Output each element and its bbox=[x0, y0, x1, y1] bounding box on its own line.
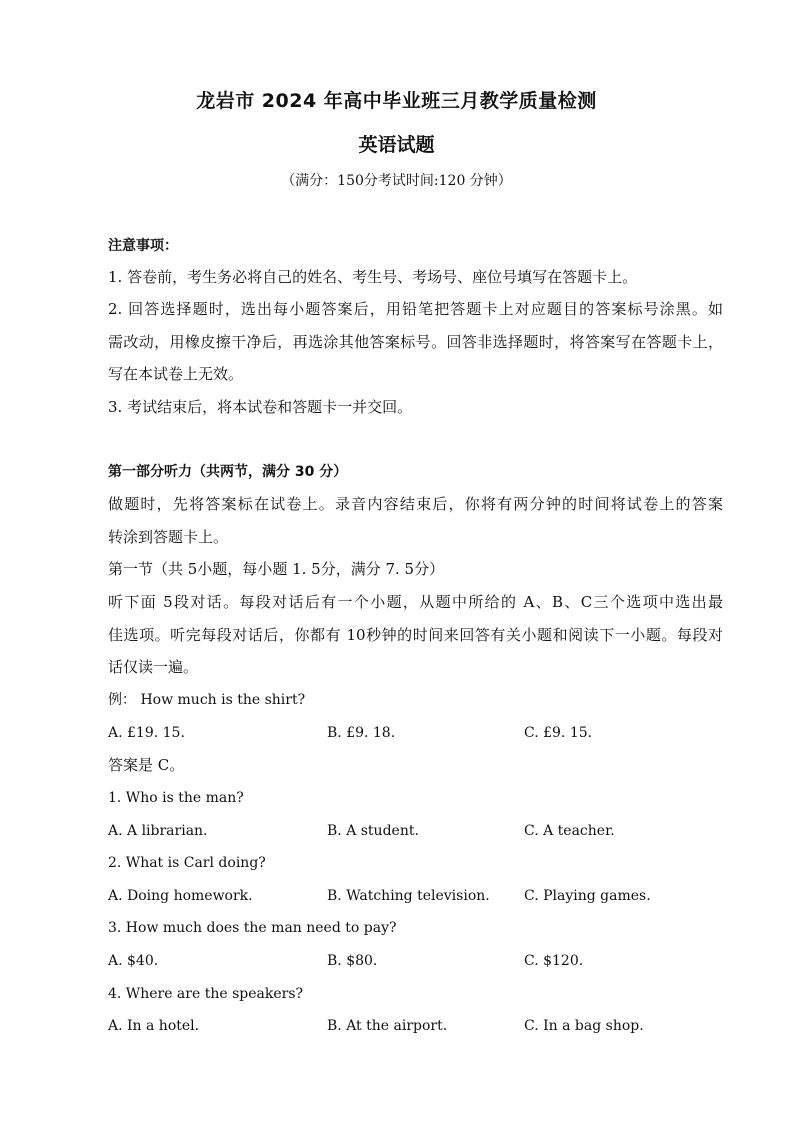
notes-item-3: 3. 考试结束后，将本试卷和答题卡一并交回。 bbox=[108, 398, 413, 416]
option-c: C. In a bag shop. bbox=[524, 1018, 644, 1034]
part1-intro-line-1: 做题时，先将答案标在试卷上。录音内容结束后，你将有两分钟的时间将试卷上的答案 bbox=[108, 495, 723, 513]
option-a: A. In a hotel. bbox=[108, 1018, 200, 1034]
example-option-c: C. £9. 15. bbox=[524, 725, 593, 741]
option-b: B. $80. bbox=[327, 953, 378, 969]
option-a: A. A librarian. bbox=[108, 823, 208, 839]
example-options bbox=[108, 723, 723, 743]
question-stem: 2. What is Carl doing? bbox=[108, 855, 266, 871]
notes-item-1: 1. 答卷前，考生务必将自己的姓名、考生号、考场号、座位号填写在答题卡上。 bbox=[108, 268, 638, 286]
question-options bbox=[108, 951, 723, 971]
notes-item-2-line-3: 写在本试卷上无效。 bbox=[108, 365, 244, 383]
question-stem: 4. Where are the speakers? bbox=[108, 986, 304, 1002]
question-stem: 1. Who is the man? bbox=[108, 790, 244, 806]
example-option-b: B. £9. 18. bbox=[327, 725, 396, 741]
exam-subtitle: 英语试题 bbox=[358, 134, 435, 156]
question-options bbox=[108, 821, 723, 841]
score-time-info: （满分：150分考试时间:120 分钟） bbox=[281, 173, 512, 189]
option-a: A. $40. bbox=[108, 953, 159, 969]
part1-intro-line-2: 转涂到答题卡上。 bbox=[108, 528, 229, 546]
option-b: B. At the airport. bbox=[327, 1018, 448, 1034]
section1-instruction-line-2: 佳选项。听完每段对话后，你都有 10秒钟的时间来回答有关小题和阅读下一小题。每段对 bbox=[108, 626, 723, 644]
exam-title: 龙岩市 2024 年高中毕业班三月教学质量检测 bbox=[196, 90, 597, 112]
option-a: A. Doing homework. bbox=[108, 888, 253, 904]
option-b: B. A student. bbox=[327, 823, 419, 839]
notes-item-2-line-1: 2. 回答选择题时，选出每小题答案后，用铅笔把答题卡上对应题目的答案标号涂黑。如 bbox=[108, 300, 723, 318]
example-option-a: A. £19. 15. bbox=[108, 725, 185, 741]
example-question: 例： How much is the shirt? bbox=[108, 692, 306, 708]
option-c: C. Playing games. bbox=[524, 888, 651, 904]
notes-item-2-line-2: 需改动，用橡皮擦干净后，再选涂其他答案标号。回答非选择题时，将答案写在答题卡上， bbox=[108, 333, 723, 351]
notes-heading: 注意事项： bbox=[108, 238, 178, 254]
question-options bbox=[108, 1016, 723, 1036]
option-c: C. A teacher. bbox=[524, 823, 615, 839]
section1-instruction-line-1: 听下面 5段对话。每段对话后有一个小题，从题中所给的 A、B、C三个选项中选出最 bbox=[108, 593, 723, 611]
section1-heading: 第一节（共 5小题，每小题 1. 5分，满分 7. 5分） bbox=[108, 560, 445, 578]
option-c: C. $120. bbox=[524, 953, 584, 969]
question-stem: 3. How much does the man need to pay? bbox=[108, 920, 397, 936]
section1-instruction-line-3: 话仅读一遍。 bbox=[108, 658, 199, 676]
part1-heading: 第一部分听力（共两节，满分 30 分） bbox=[108, 464, 348, 480]
option-b: B. Watching television. bbox=[327, 888, 490, 904]
example-answer: 答案是 C。 bbox=[108, 756, 185, 774]
question-options bbox=[108, 886, 723, 906]
